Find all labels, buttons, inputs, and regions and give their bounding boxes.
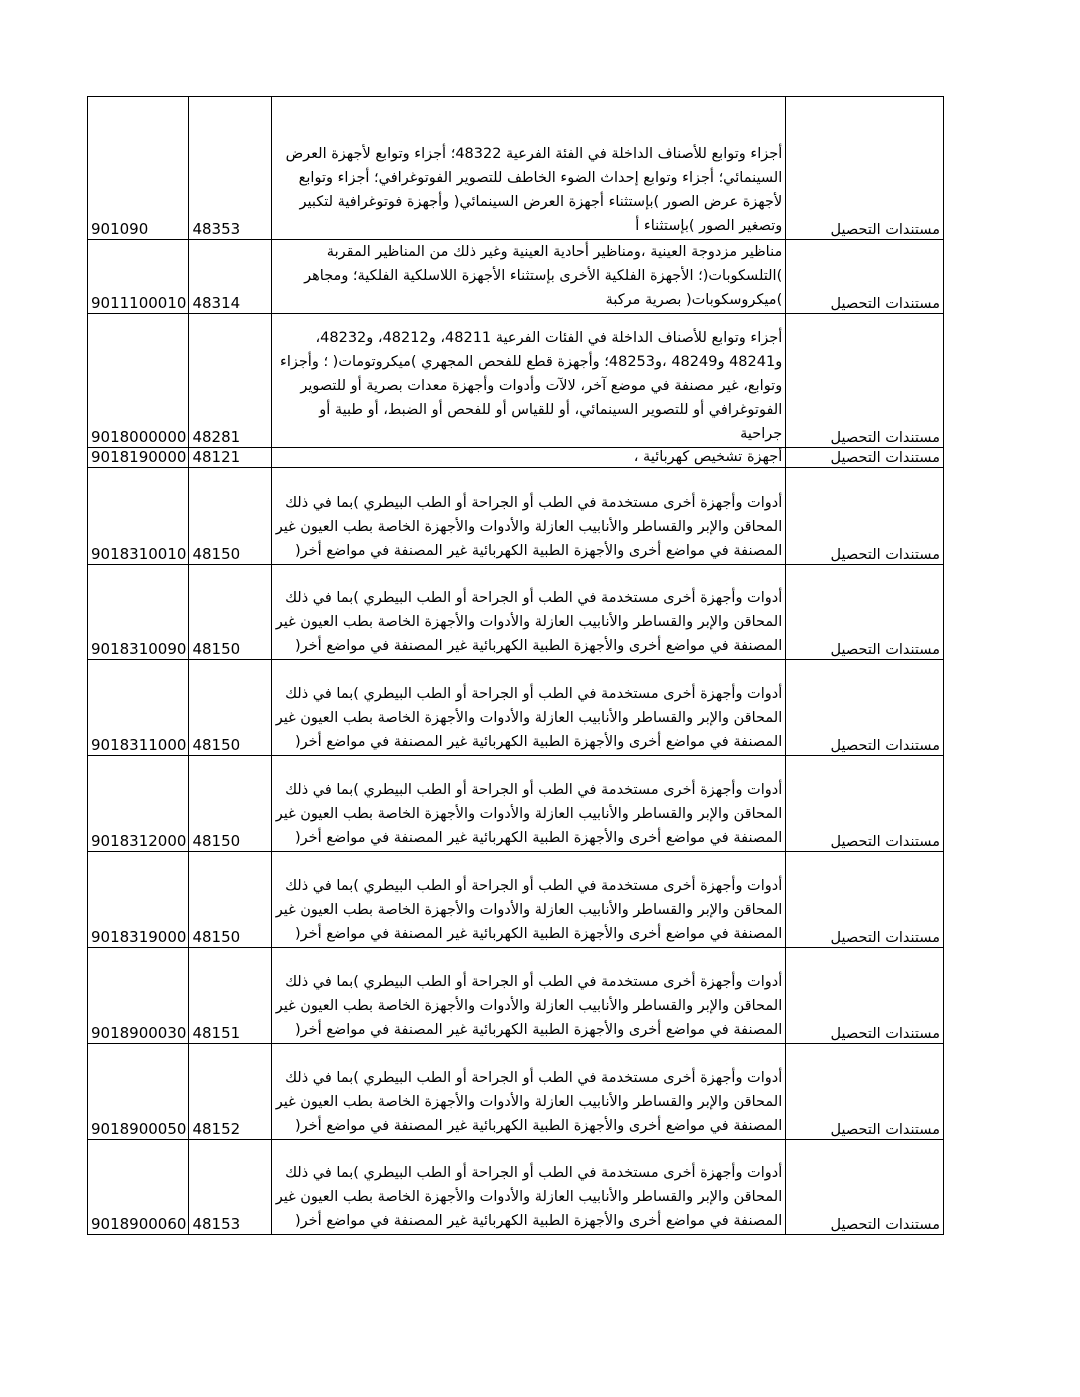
tariff-table bbox=[87, 96, 944, 1235]
cpc-code-cell: 48150 bbox=[189, 565, 271, 660]
hs-code-cell: 9018312000 bbox=[88, 756, 189, 852]
cpc-code-cell: 48153 bbox=[189, 1140, 271, 1235]
description-text: أدوات وأجهزة أخرى مستخدمة في الطب أو الجراحة أو الطب البيطري )بما في ذلك المحاقن والإبر والقساطر والأنابيب العازلة والأدوات والأجهزة الخاصة بطب العيون غير المصنفة في مواضع أخرى والأجهزة الطبية الكهربائية غير المصنفة في مواضع أخر( bbox=[275, 878, 783, 942]
description-cell bbox=[271, 660, 785, 756]
description-text: أدوات وأجهزة أخرى مستخدمة في الطب أو الجراحة أو الطب البيطري )بما في ذلك المحاقن والإبر والقساطر والأنابيب العازلة والأدوات والأجهزة الخاصة بطب العيون غير المصنفة في مواضع أخرى والأجهزة الطبية الكهربائية غير المصنفة في مواضع أخر( bbox=[275, 1070, 783, 1134]
document-type-cell: مستندات التحصيل bbox=[786, 448, 944, 468]
table-row bbox=[88, 565, 944, 660]
document-type-cell: مستندات التحصيل bbox=[786, 240, 944, 314]
table-row bbox=[88, 1044, 944, 1140]
document-type-cell: مستندات التحصيل bbox=[786, 1140, 944, 1235]
table-row bbox=[88, 314, 944, 448]
hs-code-cell: 9018190000 bbox=[88, 448, 189, 468]
table-row bbox=[88, 756, 944, 852]
table-row bbox=[88, 468, 944, 565]
document-type-cell: مستندات التحصيل bbox=[786, 468, 944, 565]
cpc-code-cell: 48150 bbox=[189, 660, 271, 756]
description-cell bbox=[271, 97, 785, 240]
description-cell bbox=[271, 756, 785, 852]
cpc-code-cell: 48353 bbox=[189, 97, 271, 240]
document-type-cell: مستندات التحصيل bbox=[786, 1044, 944, 1140]
description-text: أدوات وأجهزة أخرى مستخدمة في الطب أو الجراحة أو الطب البيطري )بما في ذلك المحاقن والإبر والقساطر والأنابيب العازلة والأدوات والأجهزة الخاصة بطب العيون غير المصنفة في مواضع أخرى والأجهزة الطبية الكهربائية غير المصنفة في مواضع أخر( bbox=[275, 782, 783, 846]
description-cell bbox=[271, 852, 785, 948]
description-cell bbox=[271, 565, 785, 660]
document-type-cell: مستندات التحصيل bbox=[786, 314, 944, 448]
hs-code-cell: 9018900050 bbox=[88, 1044, 189, 1140]
table-row bbox=[88, 1140, 944, 1235]
description-cell bbox=[271, 314, 785, 448]
description-text: مناظير مزدوجة العينية ،ومناظير أحادية العينية وغير ذلك من المناظير المقربة )التلسكوبات(؛ الأجهزة الفلكية الأخرى بإستثناء الأجهزة اللاسلكية الفلكية؛ ومجاهر )ميكروسكوبات( بصرية مركبة bbox=[304, 244, 783, 308]
document-type-cell: مستندات التحصيل bbox=[786, 660, 944, 756]
description-text: أدوات وأجهزة أخرى مستخدمة في الطب أو الجراحة أو الطب البيطري )بما في ذلك المحاقن والإبر والقساطر والأنابيب العازلة والأدوات والأجهزة الخاصة بطب العيون غير المصنفة في مواضع أخرى والأجهزة الطبية الكهربائية غير المصنفة في مواضع أخر( bbox=[275, 686, 783, 750]
description-cell bbox=[271, 948, 785, 1044]
table-row bbox=[88, 97, 944, 240]
description-text: أدوات وأجهزة أخرى مستخدمة في الطب أو الجراحة أو الطب البيطري )بما في ذلك المحاقن والإبر والقساطر والأنابيب العازلة والأدوات والأجهزة الخاصة بطب العيون غير المصنفة في مواضع أخرى والأجهزة الطبية الكهربائية غير المصنفة في مواضع أخر( bbox=[275, 974, 783, 1038]
table-row bbox=[88, 660, 944, 756]
cpc-code-cell: 48152 bbox=[189, 1044, 271, 1140]
description-text: أجزاء وتوابع للأصناف الداخلة في الفئة الفرعية 48322؛ أجزاء وتوابع لأجهزة العرض السينمائي؛ أجزاء وتوابع إحداث الضوء الخاطف للتصوير الفوتوغرافي؛ أجزاء وتوابع لأجهزة عرض الصور )بإستثناء أجهزة العرض السينمائي( وأجهزة فوتوغرافية لتكبير وتصغير الصور )بإستثناء أ bbox=[285, 146, 783, 234]
description-text: أدوات وأجهزة أخرى مستخدمة في الطب أو الجراحة أو الطب البيطري )بما في ذلك المحاقن والإبر والقساطر والأنابيب العازلة والأدوات والأجهزة الخاصة بطب العيون غير المصنفة في مواضع أخرى والأجهزة الطبية الكهربائية غير المصنفة في مواضع أخر( bbox=[275, 495, 783, 559]
hs-code-cell: 901090 bbox=[88, 97, 189, 240]
cpc-code-cell: 48281 bbox=[189, 314, 271, 448]
hs-code-cell: 9018310010 bbox=[88, 468, 189, 565]
hs-code-cell: 9018311000 bbox=[88, 660, 189, 756]
table-row bbox=[88, 852, 944, 948]
hs-code-cell: 9018900030 bbox=[88, 948, 189, 1044]
description-cell bbox=[271, 1140, 785, 1235]
document-type-cell: مستندات التحصيل bbox=[786, 565, 944, 660]
description-cell bbox=[271, 240, 785, 314]
table-row bbox=[88, 948, 944, 1044]
cpc-code-cell: 48151 bbox=[189, 948, 271, 1044]
tariff-table-body bbox=[88, 97, 944, 1235]
description-cell bbox=[271, 448, 785, 468]
document-type-cell: مستندات التحصيل bbox=[786, 97, 944, 240]
description-text: أدوات وأجهزة أخرى مستخدمة في الطب أو الجراحة أو الطب البيطري )بما في ذلك المحاقن والإبر والقساطر والأنابيب العازلة والأدوات والأجهزة الخاصة بطب العيون غير المصنفة في مواضع أخرى والأجهزة الطبية الكهربائية غير المصنفة في مواضع أخر( bbox=[275, 1165, 783, 1229]
hs-code-cell: 9018310090 bbox=[88, 565, 189, 660]
hs-code-cell: 9011100010 bbox=[88, 240, 189, 314]
document-type-cell: مستندات التحصيل bbox=[786, 852, 944, 948]
document-type-cell: مستندات التحصيل bbox=[786, 948, 944, 1044]
description-text: أجهزة تشخيص كهربائية ، bbox=[633, 449, 783, 465]
cpc-code-cell: 48314 bbox=[189, 240, 271, 314]
table-row bbox=[88, 448, 944, 468]
cpc-code-cell: 48150 bbox=[189, 468, 271, 565]
cpc-code-cell: 48150 bbox=[189, 756, 271, 852]
description-cell bbox=[271, 1044, 785, 1140]
cpc-code-cell: 48121 bbox=[189, 448, 271, 468]
table-row bbox=[88, 240, 944, 314]
hs-code-cell: 9018000000 bbox=[88, 314, 189, 448]
description-cell bbox=[271, 468, 785, 565]
hs-code-cell: 9018319000 bbox=[88, 852, 189, 948]
cpc-code-cell: 48150 bbox=[189, 852, 271, 948]
description-text: أجزاء وتوابع للأصناف الداخلة في الفئات الفرعية 48211، و48212، و48232، و48241 و48249 ،و48253؛ وأجهزة قطع للفحص المجهري )ميكروتومات( ؛ وأجزاء وتوابع، غير مصنفة في موضع آخر، لالآت وأدوات وأجهزة معدات بصرية أو للتصوير الفوتوغرافي أو للتصوير السينمائي، أو للقياس أو للفحص أو الضبط، أو طبية أو جراحية bbox=[280, 330, 783, 442]
document-type-cell: مستندات التحصيل bbox=[786, 756, 944, 852]
hs-code-cell: 9018900060 bbox=[88, 1140, 189, 1235]
description-text: أدوات وأجهزة أخرى مستخدمة في الطب أو الجراحة أو الطب البيطري )بما في ذلك المحاقن والإبر والقساطر والأنابيب العازلة والأدوات والأجهزة الخاصة بطب العيون غير المصنفة في مواضع أخرى والأجهزة الطبية الكهربائية غير المصنفة في مواضع أخر( bbox=[275, 590, 783, 654]
